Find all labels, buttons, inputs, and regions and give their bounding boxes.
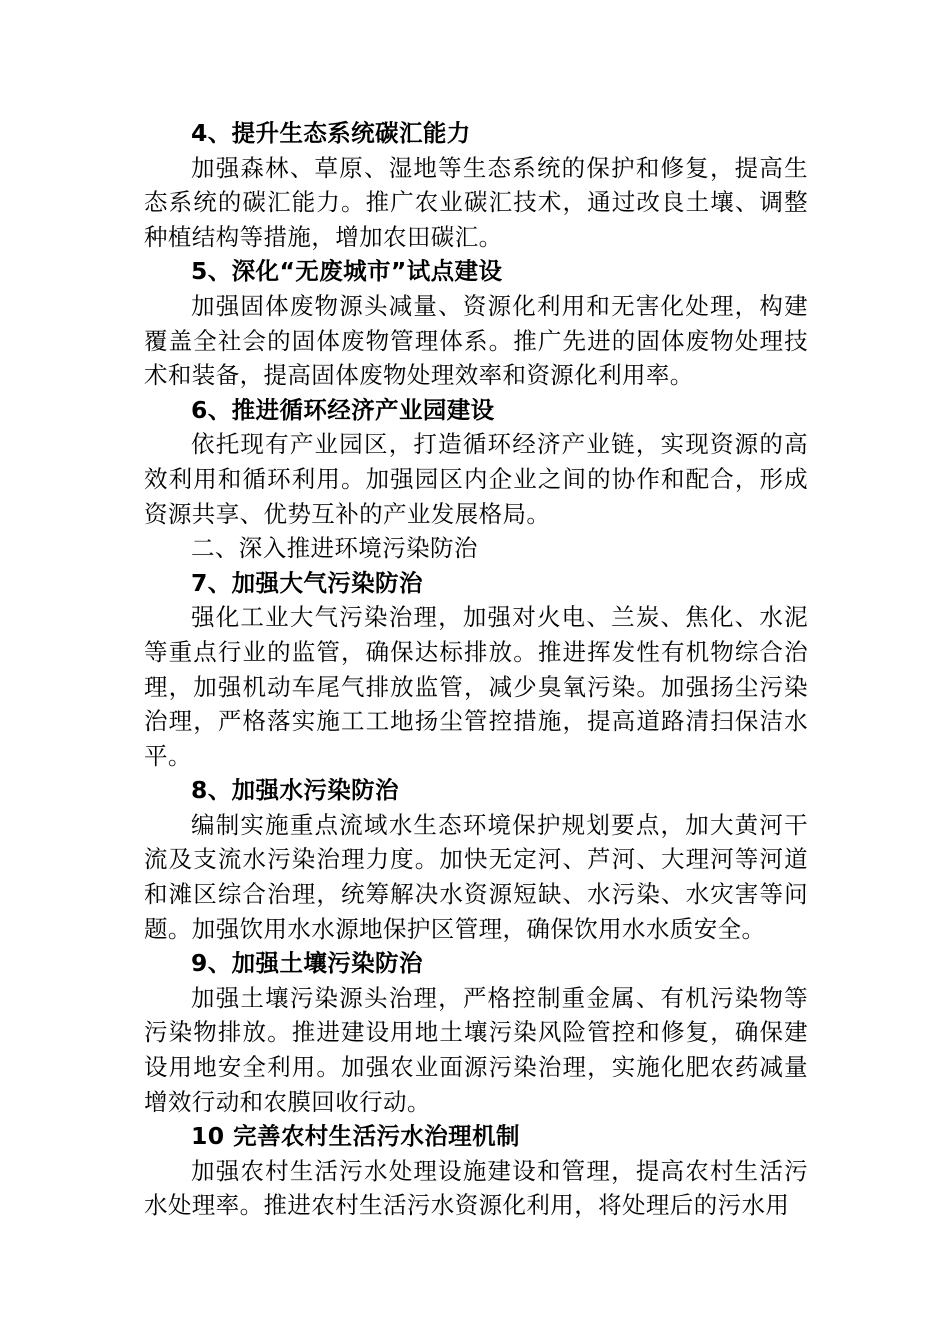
- document-content: [144, 116, 808, 1223]
- section-heading-9: 9、加强土壤污染防治: [191, 949, 423, 978]
- chapter-heading-2: 二、深入推进环境污染防治: [191, 534, 478, 563]
- section-heading-4: 4、提升生态系统碳汇能力: [191, 119, 471, 147]
- paragraph-10-body: 加强农村生活污水处理设施建设和管理，提高农村生活污水处理率。推进农村生活污水资源化利用，将处理后的污水用: [144, 1156, 808, 1220]
- section-heading-6: 6、推进循环经济产业园建设: [191, 395, 495, 424]
- paragraph-4-body: 加强森林、草原、湿地等生态系统的保护和修复，提高生态系统的碳汇能力。推广农业碳汇技术，通过改良土壤、调整种植结构等措施，增加农田碳汇。: [144, 153, 808, 251]
- paragraph-6-body: 依托现有产业园区，打造循环经济产业链，实现资源的高效利用和循环利用。加强园区内企业之间的协作和配合，形成资源共享、优势互补的产业发展格局。: [144, 430, 808, 528]
- paragraph-9-body: 加强土壤污染源头治理，严格控制重金属、有机污染物等污染物排放。推进建设用地土壤污染风险管控和修复，确保建设用地安全利用。加强农业面源污染治理，实施化肥农药减量增效行动和农膜回收行动。: [144, 983, 808, 1116]
- paragraph-5-body: 加强固体废物源头减量、资源化利用和无害化处理，构建覆盖全社会的固体废物管理体系。推广先进的固体废物处理技术和装备，提高固体废物处理效率和资源化利用率。: [144, 291, 808, 390]
- section-heading-7: 7、加强大气污染防治: [191, 568, 423, 597]
- paragraph-7-body: 强化工业大气污染治理，加强对火电、兰炭、焦化、水泥等重点行业的监管，确保达标排放。推进挥发性有机物综合治理，加强机动车尾气排放监管，减少臭氧污染。加强扬尘污染治理，严格落实施工工地扬尘管控措施，提高道路清扫保洁水平。: [144, 603, 808, 770]
- paragraph-8-body: 编制实施重点流域水生态环境保护规划要点，加大黄河干流及支流水污染治理力度。加快无定河、芦河、大理河等河道和滩区综合治理，统筹解决水资源短缺、水污染、水灾害等问题。加强饮用水水源地保护区管理，确保饮用水水质安全。: [144, 810, 808, 943]
- section-heading-8: 8、加强水污染防治: [191, 776, 399, 805]
- section-heading-5: 5、深化“无废城市”试点建设: [191, 257, 503, 286]
- section-heading-10: 10 完善农村生活污水治理机制: [191, 1122, 520, 1151]
